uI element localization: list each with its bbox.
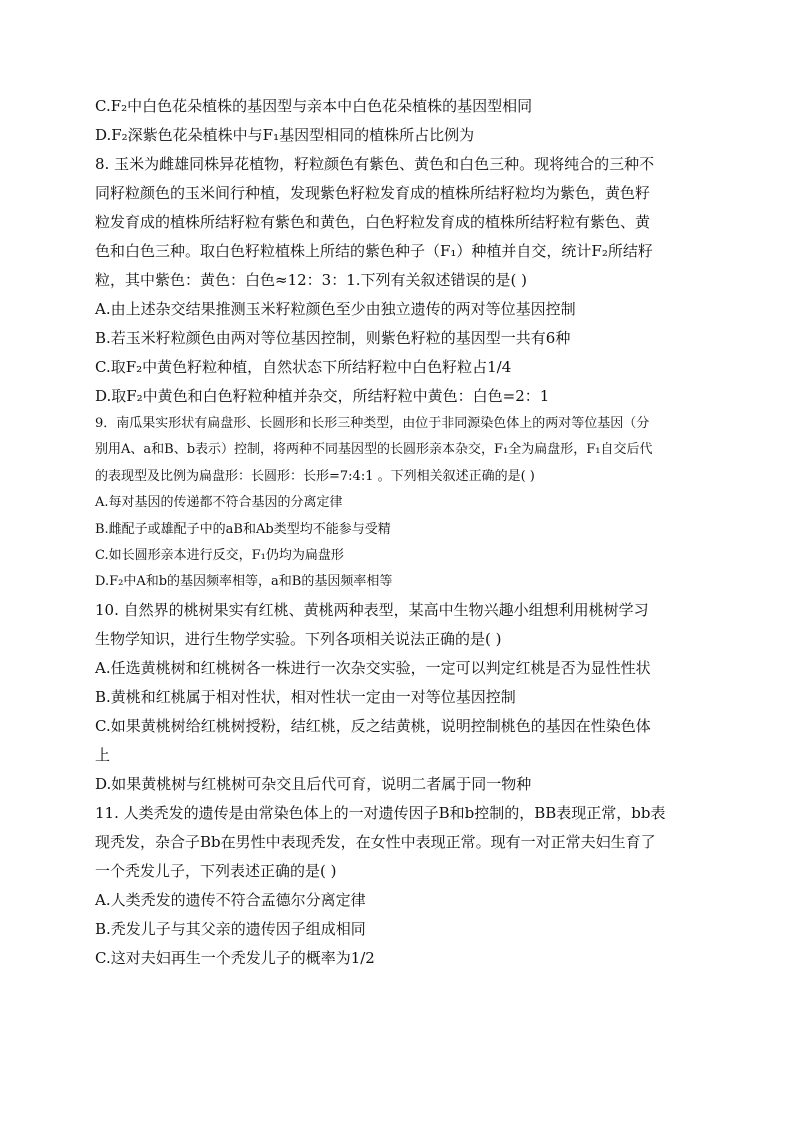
text-line: 8. 玉米为雌雄同株异花植物，籽粒颜色有紫色、黄色和白色三种。现将纯合的三种不 <box>95 155 655 173</box>
text-line: 粒，其中紫色：黄色：白色≈12：3：1.下列有关叙述错误的是( ) <box>95 271 527 289</box>
text-line: 9．南瓜果实形状有扁盘形、长圆形和长形三种类型，由位于非同源染色体上的两对等位基因（分 <box>95 416 650 431</box>
text-line: B.秃发儿子与其父亲的遗传因子组成相同 <box>95 919 366 938</box>
block-q9 <box>95 411 715 596</box>
text-line: D.如果黄桃树与红桃树可杂交且后代可育，说明二者属于同一物种 <box>95 774 532 793</box>
text-line: A.任选黄桃树和红桃树各一株进行一次杂交实验，一定可以判定红桃是否为显性性状 <box>95 658 651 677</box>
text-line: 11. 人类秃发的遗传是由常染色体上的一对遗传因子B和b控制的，BB表现正常，bb表 <box>95 803 666 822</box>
block-q10-q11 <box>95 596 715 973</box>
document-content <box>95 92 715 973</box>
text-line: A.每对基因的传递都不符合基因的分离定律 <box>95 495 343 511</box>
text-line: C.F₂中白色花朵植株的基因型与亲本中白色花朵植株的基因型相同 <box>95 97 533 115</box>
text-line: 生物学知识，进行生物学实验。下列各项相关说法正确的是( ) <box>95 629 502 648</box>
text-line: 别用A、a和B、b表示）控制，将两种不同基因型的长圆形亲本杂交，F₁全为扁盘形，F₁自交后代 <box>95 442 653 458</box>
text-line: A.人类秃发的遗传不符合孟德尔分离定律 <box>95 890 366 909</box>
text-line: 粒发育成的植株所结籽粒有紫色和黄色，白色籽粒发育成的植株所结籽粒有紫色、黄 <box>95 213 651 231</box>
text-line: B.黄桃和红桃属于相对性状，相对性状一定由一对等位基因控制 <box>95 687 516 706</box>
text-line: C.如长圆形亲本进行反交，F₁仍均为扁盘形 <box>95 547 344 563</box>
block-q7-q8 <box>95 92 715 411</box>
text-line: D.取F₂中黄色和白色籽粒种植并杂交，所结籽粒中黄色：白色=2：1 <box>95 387 550 405</box>
text-line: 色和白色三种。取白色籽粒植株上所结的紫色种子（F₁）种植并自交，统计F₂所结籽 <box>95 242 653 260</box>
text-line: D.F₂深紫色花朵植株中与F₁基因型相同的植株所占比例为 <box>95 126 475 144</box>
text-line: 一个秃发儿子，下列表述正确的是( ) <box>95 861 337 880</box>
text-line: B.雌配子或雄配子中的aB和Ab类型均不能参与受精 <box>95 521 391 537</box>
text-line: C.这对夫妇再生一个秃发儿子的概率为1/2 <box>95 948 375 967</box>
text-line: 同籽粒颜色的玉米间行种植，发现紫色籽粒发育成的植株所结籽粒均为紫色，黄色籽 <box>95 184 651 202</box>
text-line: A.由上述杂交结果推测玉米籽粒颜色至少由独立遗传的两对等位基因控制 <box>95 300 576 318</box>
text-line: B.若玉米籽粒颜色由两对等位基因控制，则紫色籽粒的基因型一共有6种 <box>95 329 571 347</box>
text-line: 10. 自然界的桃树果实有红桃、黄桃两种表型，某高中生物兴趣小组想利用桃树学习 <box>95 600 649 619</box>
text-line: 现秃发，杂合子Bb在男性中表现秃发，在女性中表现正常。现有一对正常夫妇生育了 <box>95 832 656 851</box>
text-line: C.如果黄桃树给红桃树授粉，结红桃，反之结黄桃，说明控制桃色的基因在性染色体 <box>95 716 651 735</box>
text-line: C.取F₂中黄色籽粒种植，自然状态下所结籽粒中白色籽粒占1/4 <box>95 358 512 376</box>
text-line: D.F₂中A和b的基因频率相等，a和B的基因频率相等 <box>95 574 393 590</box>
text-line: 上 <box>95 745 111 764</box>
text-line: 的表现型及比例为扁盘形：长圆形：长形=7:4:1 。下列相关叙述正确的是( ) <box>95 468 535 484</box>
